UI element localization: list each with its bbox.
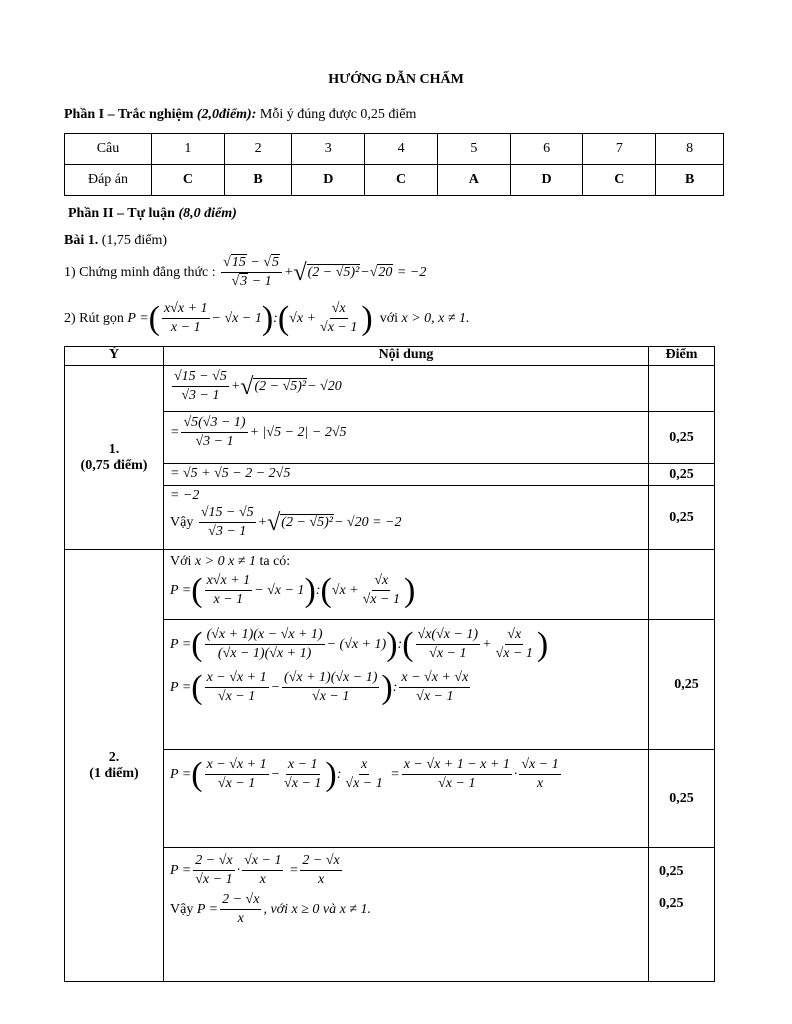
part1-cell bbox=[65, 366, 164, 550]
step-formula: $\frac{√15 - √5}{√3 - 1}$ + √ (2 − √5)² − √20 = −2 bbox=[200, 505, 402, 539]
answer-cell: B bbox=[224, 165, 292, 196]
conclusion-line bbox=[170, 891, 642, 928]
question-cell: 3 bbox=[292, 134, 365, 165]
header-y: Ý bbox=[65, 347, 164, 366]
step-formula: P = $\frac{2 - √x}{√x - 1}$ · $\frac{√x - 1}{x}$ bbox=[170, 853, 282, 887]
answer-table-label: Đáp án bbox=[65, 165, 152, 196]
part2-points: (1 điểm) bbox=[89, 765, 139, 781]
part1-note: Mỗi ý đúng được 0,25 điểm bbox=[256, 107, 417, 122]
question-2-text: 2) Rút gọn bbox=[64, 310, 124, 326]
answer-table-label: Câu bbox=[65, 134, 152, 165]
question-cell: 4 bbox=[365, 134, 438, 165]
score-value: 0,25 bbox=[659, 864, 684, 879]
step-cell bbox=[164, 750, 649, 848]
step-cell bbox=[164, 412, 649, 464]
answer-cell: C bbox=[583, 165, 656, 196]
header-points: Điểm bbox=[649, 347, 715, 366]
solution-table-header bbox=[65, 347, 715, 366]
question-2-cond-prefix: với bbox=[379, 310, 398, 326]
question-2-cond: x > 0, x ≠ 1. bbox=[401, 310, 470, 326]
step-formula: P = ( $\frac{(√x + 1)(x - √x + 1)}{(√x - 1)(√x + 1)}$ − (√x + 1) ) : ( $\frac{√x(√x - 1)}{√x - 1}$ + $\frac{√x}{√x - 1}$ ) bbox=[170, 625, 549, 663]
question-cell: 7 bbox=[583, 134, 656, 165]
step-formula: = √5 + √5 − 2 − 2√5 bbox=[170, 466, 291, 481]
answer-table-row-questions bbox=[65, 134, 724, 165]
step-formula: = $\frac{√5(√3 - 1)}{√3 - 1}$ + |√5 − 2| − 2√5 bbox=[170, 415, 347, 449]
bai1-label: Bài 1. bbox=[64, 233, 99, 248]
step-cell bbox=[164, 366, 649, 412]
part1-points: (0,75 điểm) bbox=[80, 457, 148, 473]
step-formula: = $\frac{x - √x + 1 - x + 1}{√x - 1}$ · $\frac{√x - 1}{x}$ bbox=[390, 757, 559, 791]
bai1-line bbox=[64, 233, 167, 249]
question-cell: 1 bbox=[152, 134, 225, 165]
vay-label: Vậy bbox=[170, 514, 194, 530]
identity-rhs: = −2 bbox=[396, 264, 427, 280]
condition-line bbox=[170, 552, 642, 572]
step-cell bbox=[164, 620, 649, 750]
step-cell bbox=[164, 486, 649, 550]
step-cell bbox=[164, 464, 649, 486]
score-cell bbox=[649, 550, 715, 620]
part2-points: (8,0 điểm) bbox=[178, 206, 237, 221]
step-cell bbox=[164, 848, 649, 982]
step-cell bbox=[164, 550, 649, 620]
score-cell bbox=[649, 366, 715, 412]
part1-line bbox=[64, 107, 416, 123]
part2-heading: Phần II – Tự luận bbox=[68, 206, 175, 221]
answer-cell: C bbox=[365, 165, 438, 196]
conclusion-line bbox=[170, 504, 642, 541]
part1-heading: Phần I – Trắc nghiệm bbox=[64, 107, 194, 122]
question-cell: 5 bbox=[437, 134, 510, 165]
score-cell: 0,25 bbox=[649, 620, 715, 750]
page-title: HƯỚNG DẪN CHẤM bbox=[328, 72, 464, 87]
table-row bbox=[65, 366, 715, 412]
question-cell: 8 bbox=[656, 134, 724, 165]
answer-cell: C bbox=[152, 165, 225, 196]
score-cell: 0,25 bbox=[649, 750, 715, 848]
step-formula: P = ( $\frac{x - √x + 1}{√x - 1}$ − $\frac{(√x + 1)(√x - 1)}{√x - 1}$ ) : $\frac{x - √x + √x}{√x - 1}$ bbox=[170, 668, 469, 706]
ta-co-label: ta có: bbox=[259, 554, 291, 569]
step-formula: $\frac{√15 - √5}{√3 - 1}$ + √ (2 − √5)² − √20 bbox=[174, 369, 342, 403]
question-2 bbox=[64, 300, 470, 337]
bai1-points: (1,75 điểm) bbox=[101, 233, 168, 248]
identity-formula: $\frac{√15 - √5}{√3 - 1}$ + √ (2 − √5)² − √ 20 = −2 bbox=[223, 255, 427, 289]
answer-cell: D bbox=[510, 165, 583, 196]
voi-cond: x > 0 x ≠ 1 bbox=[194, 554, 256, 569]
score-cell bbox=[649, 848, 715, 982]
step-formula: P = $\frac{2 - √x}{x}$ bbox=[196, 892, 260, 926]
part2-label: 2. bbox=[108, 749, 120, 765]
score-value: 0,25 bbox=[659, 896, 684, 911]
vay-label: Vậy bbox=[170, 901, 194, 917]
step-formula: P = ( $\frac{x√x + 1}{x - 1}$ − √x − 1 ) : ( √x + $\frac{√x}{√x - 1}$ ) bbox=[170, 571, 416, 609]
solution-table bbox=[64, 346, 715, 982]
answer-table bbox=[64, 133, 724, 196]
part1-points: (2,0điểm): bbox=[196, 107, 257, 122]
p-formula: P = ( $\frac{x√x + 1}{x - 1}$ − √x − 1 ) : ( √x + $\frac{√x}{√x - 1}$ ) bbox=[127, 299, 373, 337]
step-formula: P = ( $\frac{x - √x + 1}{√x - 1}$ − $\frac{x - 1}{√x - 1}$ ) : $\frac{x}{√x - 1}$ bbox=[170, 755, 383, 793]
question-1-text: 1) Chứng minh đẳng thức : bbox=[64, 264, 216, 280]
final-cond: , với x ≥ 0 và x ≠ 1. bbox=[263, 901, 372, 917]
step-formula: = $\frac{2 - √x}{x}$ bbox=[288, 853, 340, 887]
question-cell: 6 bbox=[510, 134, 583, 165]
part1-label: 1. bbox=[108, 441, 120, 457]
part2-line bbox=[68, 206, 237, 222]
table-row bbox=[65, 550, 715, 620]
answer-cell: A bbox=[437, 165, 510, 196]
part2-cell bbox=[65, 550, 164, 982]
score-cell: 0,25 bbox=[649, 464, 715, 486]
answer-table-row-answers bbox=[65, 165, 724, 196]
score-cell: 0,25 bbox=[649, 412, 715, 464]
answer-cell: D bbox=[292, 165, 365, 196]
voi-label: Với bbox=[170, 554, 192, 569]
answer-cell: B bbox=[656, 165, 724, 196]
question-1 bbox=[64, 254, 426, 291]
question-cell: 2 bbox=[224, 134, 292, 165]
header-content: Nội dung bbox=[164, 347, 649, 366]
step-formula: = −2 bbox=[170, 488, 200, 503]
score-cell: 0,25 bbox=[649, 486, 715, 550]
